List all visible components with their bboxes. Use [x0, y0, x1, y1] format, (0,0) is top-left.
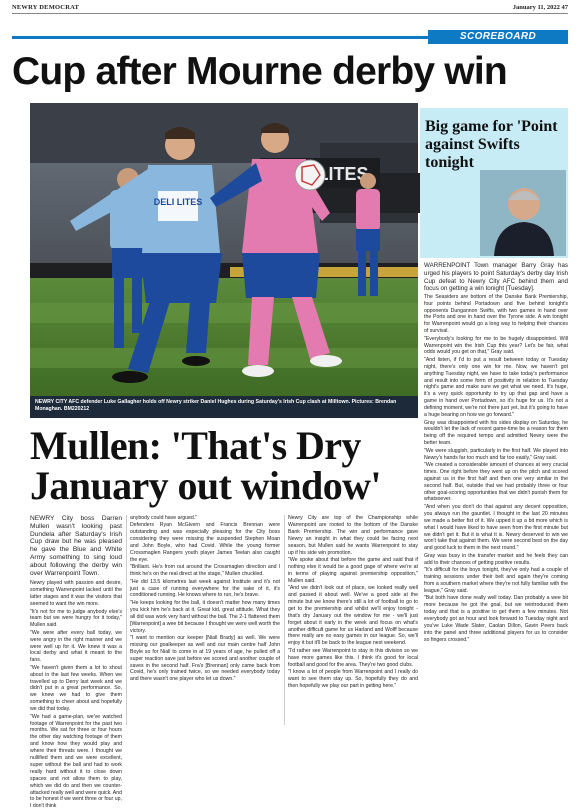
folio-rule [12, 13, 568, 14]
paper-name: NEWRY DEMOCRAT [12, 4, 80, 11]
story-paragraph: "I'd rather see Warrenpoint to stay in this division so we have more games like this. I think it's good for local football and good for the area. They're two good clubs. [288, 647, 418, 668]
story-paragraph: "We had a game-plan, we've watched footage of Warrenpoint for the past two months. We sat for three or four hours the other day watching footage of them and know how they would play and where their threats were. I thought we nullified them and we were excellent, super without the ball and had to work really hard without it to close down spaces and not allow them to play, which we did do and then we counter-attacked really well and were quick. And to be honest if we went three or four up, I don't think [30, 713, 122, 810]
story-column-3 [288, 515, 418, 690]
match-photo-illustration [30, 103, 418, 396]
sidebar-paragraph: Gray was disappointed with his sides display on Saturday, he wouldn't let the lack of recent game-time be a reason for them being off the required tempo and admitted Newry were the better team. [424, 419, 568, 447]
column-rule [284, 515, 285, 725]
manager-mugshot [480, 170, 566, 256]
story-paragraph: "We were after every ball today, we were angry in the right manner and we were well up for it. We knew it was a local derby and what it meant to the fans. [30, 629, 122, 664]
sidebar-paragraph: The Seasiders are bottom of the Danske Bank Premiership, four points behind Portadown and five behind tonight's opponents Dungannon Swifts, with two games in hand over the Ports and one in hand over the Tyrone side. A win tonight for Warrenpoint would go a long way to helping their chances of survival. [424, 293, 568, 335]
sidebar-paragraph: "It's difficult for the boys tonight, they've only had a couple of training sessions under their belt and again they're coming from a southern market where they're not fully familiar with the league," Gray said. [424, 567, 568, 594]
manager-mugshot-illustration [480, 170, 566, 256]
story-column-2 [130, 515, 280, 684]
story-paragraph: Newry played with passion and desire, something Warrenpoint lacked until the latter stages and it was the visitors that seemed to want the win more. [30, 580, 122, 608]
story-lead: NEWRY City boss Darren Mullen wasn't looking past Dundela after Saturday's Irish Cup draw but he was pleased he gave the Blue and White Army something to sing loud about following the derby win over Warrenpoint Town. [30, 515, 122, 577]
sidebar-lead: WARRENPOINT Town manager Barry Gray has urged his players to point Saturday's derby day Irish Cup defeat to Newry City AFC behind them and focus on getting a win tonight [Tuesday]. [424, 262, 568, 293]
sidebar-body [424, 262, 568, 644]
story-paragraph: "I know a lot of people from Warrenpoint and I really do want to see them stay up. So, hopefully they do and then hopefully we play our part in getting here." [288, 668, 418, 689]
story-paragraph: Newry City are top of the Championship while Warrenpoint are rooted to the bottom of the Danske Bank Premiership. The win and performance gave Newry an insight in what they could be facing next season, but Mullen said he wants Warrenpoint to stay up if his side win promotion. [288, 515, 418, 556]
banner-line [12, 36, 432, 39]
sidebar-paragraph: "We were sluggish, particularly in the first half. We played into Newry's hands far too much and far too easily," Gray said. [424, 447, 568, 461]
story-paragraph: "I want to mention our keeper [Niall Brady] as well. We were missing our goalkeeper as well and our main centre half John Boyle so for Niall to come in at 19 years of age, he pulled off a super reaction save just before we scored and another couple of saves in the second half. Fra's [Brennan] only came back from Covid, he's only trained twice, so we needed everybody today and there wasn't one player who let us down." [130, 634, 280, 683]
sidebar-paragraph: "But both have done really well today. Dan probably a wee bit more because he got the goal, but we reintroduced them today and that is a positive to get them a few minutes. Not everybody got an hour and look forward to Tuesday night and you've Luke Wade Slater, Caolan Dillon, Gavin Peers back into the panel and three additional players for us to consider so fingers crossed." [424, 595, 568, 643]
sidebar-paragraph: "And when you don't do that against any decent opposition, you always run the gauntlet. I thought in the last 20 minutes we made a better fist of it. We upped it up a bit more which is what I would have liked to have seen from the first minute but we didn't get it. But it is what it is. Newry deserved to win we won't take that against them. We were second best on the day and good luck to them in the next round." [424, 503, 568, 552]
folio-bar [0, 0, 580, 14]
photo-caption: NEWRY CITY AFC defender Luke Gallagher holds off Newry striker Daniel Hughes during Saturday's Irish Cup clash at Milltown. Pictures: Brendan Monaghan. BM220212 [30, 396, 418, 418]
story-paragraph: "It's not for me to judge anybody else's team but we were hungry for it today," Mullen said. [30, 608, 122, 629]
sidebar-paragraph: Gray was busy in the transfer market and he feels they can add to their chances of getting positive results. [424, 552, 568, 566]
hoarding-text: LITES [317, 164, 369, 184]
shirt-text: DELI LITES [153, 197, 203, 207]
story-paragraph: "And we didn't look out of place, we looked really well and passed it about well. We've a good side at the minute but we know there's still a lot of football to go to get to the premiership and whilst we'll enjoy tonight - that's dry January out the window for me - we'll just forget about it early in the week and focus on what's another difficult game for us Harland and Wolff because there really are no easy games in our league. So, we'll enjoy it but it'll be back to the league next weekend. [288, 585, 418, 647]
story-paragraph: "Brilliant. He's from out around the Crossmaglen direction and I think he's on the real direct at the stage," Mullen chuckled. [130, 564, 280, 578]
main-headline: Cup after Mourne derby win [12, 50, 507, 93]
story-paragraph: "We spoke about that before the game and said that if nothing else it would be a good gage of where we're at in terms of playing against premiership opposition," Mullen said. [288, 556, 418, 584]
story-paragraph: anybody could have argued." [130, 515, 198, 521]
football [295, 160, 325, 190]
sidebar-headline: Big game for 'Point against Swifts tonight [425, 118, 558, 171]
sidebar-paragraph: "Everybody's looking for me to be hugely disappointed. Will Warrenpoint win the Irish Cup this year? Let's be fair, what odds would you get on that," Gray said. [424, 335, 568, 356]
match-photo [30, 103, 418, 396]
story-paragraph: Defenders Ryan McGivern and Francis Brennan were outstanding and was especially pleasing for the City boss considering they were missing the suspended Stephen Moan and John Boyle, who had Covid. While the young former Crossmaglen Rangers youth player James Teelan also caught the eye. [130, 522, 280, 563]
sidebar-paragraph: "And listen, if I'd to put a result between today or Tuesday night, there's only one win for me. Now, we haven't got anything Tuesday night, we have to take today's performance and result into some form of positivity in relation to Tuesday night's game and make sure we get what we need. It's huge, it's a very quick opportunity to try up that gap and have a game in hand over Portadown, so it's huge for us. It's not a defining moment, we're not there just yet, but it's going to have a huge bearing on how we go forward." [424, 356, 568, 419]
story-headline: Mullen: 'That's Dry January out window' [30, 423, 381, 508]
section-banner [12, 30, 568, 44]
sidebar-paragraph: "We created a considerable amount of chances at very crucial times. One right before they went up on the pitch and scored against us in the first half and then one very similar in the second half. But, outside that we had probably three or four other goal-scoring opportunities that we didn't punish them for whatsoever. [424, 461, 568, 503]
story-column-1 [30, 515, 122, 811]
date-page: January 11, 2022 47 [512, 4, 568, 11]
story-paragraph: "He keeps looking for the ball, it doesn't matter how many times you kick him he's back at it. Great kid, great attitude. What they all did was work very hard without the ball. The 2-1 flattered them [Warrenpoint] a wee bit because I thought we were well worth the victory. [130, 599, 280, 634]
section-label: SCOREBOARD [428, 30, 568, 44]
story-paragraph: "He did 13.5 kilometres last week against Institute and it's not just a case of running everywhere for the sake of it, it's conditioned running. He knows where to run, he's brave. [130, 578, 280, 599]
story-paragraph: "We haven't given them a lot to shout about in the last few weeks. When we travelled up to Derry last week and we didn't put in a great performance. So, we knew we had to give them something to cheer about and hopefully we did that today. [30, 664, 122, 713]
column-rule [126, 515, 127, 725]
